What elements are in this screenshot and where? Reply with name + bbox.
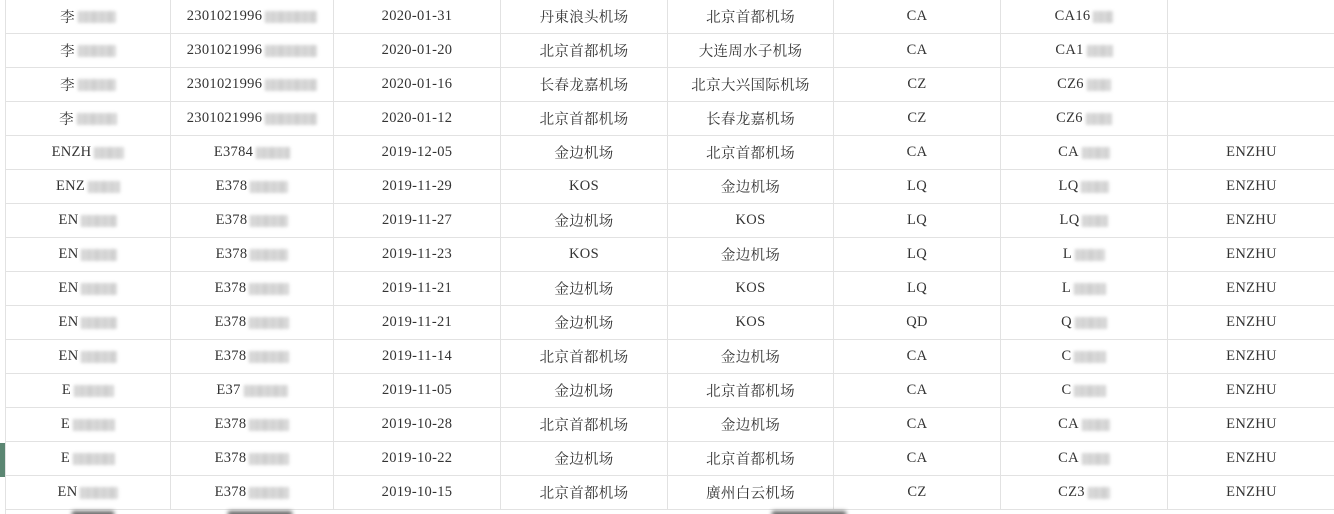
agent-name-cell [1168, 170, 1334, 203]
departure-airport-text: 金边机场 [554, 384, 614, 400]
arrival-airport-cell [668, 34, 834, 67]
document-id-cell [171, 408, 334, 441]
departure-airport-text: 长春龙嘉机场 [539, 78, 629, 94]
flight-number-text: CA [1058, 450, 1079, 466]
agent-name-cell [1168, 408, 1334, 441]
agent-name-cell [1168, 442, 1334, 475]
flight-number-text: L [1061, 280, 1072, 296]
departure-airport-text: 丹東浪头机场 [539, 10, 629, 26]
airline-code-cell [834, 476, 1001, 509]
flight-date-text: 2020-01-31 [381, 8, 453, 24]
airline-code-cell [834, 238, 1001, 271]
flight-date-cell [334, 272, 501, 305]
airline-code-cell [834, 34, 1001, 67]
airline-code-text: CA [906, 382, 928, 398]
table-row[interactable] [6, 238, 1334, 272]
airline-code-cell [834, 408, 1001, 441]
document-id-cell [171, 68, 334, 101]
flight-date-text: 2019-10-15 [381, 484, 453, 500]
passenger-name-cell [6, 34, 171, 67]
document-id-cell [171, 272, 334, 305]
redacted-text [81, 249, 117, 261]
airline-code-text: LQ [907, 178, 927, 194]
agent-name-cell [1168, 340, 1334, 373]
redacted-text [256, 147, 290, 159]
redacted-text [249, 351, 289, 363]
document-id-text: E378 [215, 246, 248, 262]
flight-number-cell [1001, 408, 1168, 441]
redacted-text [1087, 45, 1113, 57]
agent-name-text: ENZHU [1226, 314, 1277, 330]
passenger-name-cell [6, 272, 171, 305]
redacted-text [1082, 453, 1110, 465]
passenger-name-cell [6, 68, 171, 101]
agent-name-text: ENZHU [1226, 178, 1277, 194]
airline-code-text: CA [906, 416, 928, 432]
redacted-text [81, 317, 117, 329]
redacted-text [1081, 181, 1109, 193]
departure-airport-text: 金边机场 [554, 146, 614, 162]
table-row[interactable] [6, 170, 1334, 204]
flight-number-cell [1001, 238, 1168, 271]
redacted-text [1082, 215, 1108, 227]
passenger-name-text: EN [58, 348, 79, 364]
redacted-text [78, 11, 116, 23]
flight-number-cell [1001, 68, 1168, 101]
redacted-text [244, 385, 288, 397]
flight-number-text: L [1062, 246, 1073, 262]
airline-code-cell [834, 68, 1001, 101]
flight-date-cell [334, 102, 501, 135]
flight-date-text: 2019-11-05 [381, 382, 453, 398]
flight-date-cell [334, 136, 501, 169]
flight-date-cell [334, 34, 501, 67]
airline-code-text: LQ [907, 212, 927, 228]
arrival-airport-text: 北京大兴国际机场 [691, 78, 810, 94]
document-id-cell [171, 306, 334, 339]
departure-airport-text: 北京首都机场 [539, 112, 629, 128]
passenger-name-cell [6, 340, 171, 373]
passenger-name-text: 李 [59, 112, 74, 128]
arrival-airport-cell [668, 306, 834, 339]
document-id-text: E37 [216, 382, 241, 398]
table-row[interactable] [6, 0, 1334, 34]
airline-code-cell [834, 340, 1001, 373]
redacted-text [1087, 79, 1111, 91]
airline-code-text: CA [906, 42, 928, 58]
flight-date-text: 2019-10-22 [381, 450, 453, 466]
redacted-text [1082, 419, 1110, 431]
departure-airport-text: 金边机场 [554, 452, 614, 468]
airline-code-cell [834, 0, 1001, 33]
table-row[interactable] [6, 136, 1334, 170]
departure-airport-cell [501, 272, 668, 305]
flight-number-text: CZ6 [1057, 76, 1084, 92]
redacted-text [1075, 249, 1105, 261]
flight-date-text: 2019-12-05 [381, 144, 453, 160]
document-id-cell [171, 476, 334, 509]
passenger-name-text: EN [58, 246, 79, 262]
arrival-airport-text: 北京首都机场 [706, 10, 795, 26]
departure-airport-text: 金边机场 [554, 214, 614, 230]
redacted-text [94, 147, 124, 159]
agent-name-text: ENZHU [1226, 246, 1277, 262]
flight-date-cell [334, 0, 501, 33]
flight-number-cell [1001, 0, 1168, 33]
arrival-airport-cell [668, 204, 834, 237]
redacted-text [1086, 113, 1112, 125]
arrival-airport-text: 廣州白云机场 [706, 486, 795, 502]
redacted-text [1082, 147, 1110, 159]
document-id-cell [171, 238, 334, 271]
passenger-name-text: E [60, 416, 71, 432]
table-row[interactable] [6, 374, 1334, 408]
passenger-name-cell [6, 374, 171, 407]
flight-number-text: C [1061, 348, 1072, 364]
flight-number-cell [1001, 442, 1168, 475]
agent-name-cell [1168, 238, 1334, 271]
document-id-text: 2301021996 [186, 42, 263, 58]
table-row[interactable] [6, 408, 1334, 442]
redacted-text [73, 419, 115, 431]
arrival-airport-text: 北京首都机场 [706, 384, 795, 400]
departure-airport-cell [501, 170, 668, 203]
departure-airport-text: 北京首都机场 [539, 418, 629, 434]
table-row[interactable] [6, 34, 1334, 68]
flight-date-text: 2019-11-29 [381, 178, 453, 194]
redacted-text [81, 215, 117, 227]
redacted-text [249, 453, 289, 465]
passenger-name-text: EN [58, 280, 79, 296]
departure-airport-cell [501, 442, 668, 475]
arrival-airport-cell [668, 476, 834, 509]
arrival-airport-cell [668, 374, 834, 407]
arrival-airport-cell [668, 272, 834, 305]
departure-airport-cell [501, 374, 668, 407]
redacted-text [78, 45, 116, 57]
departure-airport-text: 北京首都机场 [539, 350, 629, 366]
agent-name-cell [1168, 272, 1334, 305]
document-id-text: E378 [215, 178, 248, 194]
table-row[interactable] [6, 102, 1334, 136]
arrival-airport-cell [668, 442, 834, 475]
passenger-name-cell [6, 306, 171, 339]
arrival-airport-text: 长春龙嘉机场 [706, 112, 795, 128]
flight-date-cell [334, 442, 501, 475]
departure-airport-cell [501, 68, 668, 101]
redacted-text [77, 113, 117, 125]
departure-airport-cell [501, 306, 668, 339]
redacted-text [249, 487, 289, 499]
redacted-text [1074, 283, 1106, 295]
redacted-text [250, 215, 288, 227]
passenger-name-cell [6, 476, 171, 509]
flight-date-text: 2019-11-21 [381, 314, 453, 330]
airline-code-text: CA [906, 348, 928, 364]
airline-code-cell [834, 374, 1001, 407]
flight-number-cell [1001, 476, 1168, 509]
redacted-text [265, 113, 317, 125]
agent-name-cell [1168, 476, 1334, 509]
agent-name-cell [1168, 204, 1334, 237]
arrival-airport-cell [668, 340, 834, 373]
flight-date-cell [334, 374, 501, 407]
arrival-airport-cell [668, 68, 834, 101]
flight-number-text: Q [1061, 314, 1072, 330]
table-row[interactable] [6, 306, 1334, 340]
passenger-name-cell [6, 102, 171, 135]
departure-airport-text: 金边机场 [554, 316, 614, 332]
document-id-cell [171, 136, 334, 169]
redacted-text [250, 181, 288, 193]
airline-code-text: CA [906, 144, 928, 160]
passenger-name-text: 李 [60, 44, 75, 60]
document-id-cell [171, 170, 334, 203]
redacted-text [265, 45, 317, 57]
passenger-name-text: 李 [60, 10, 75, 26]
departure-airport-text: KOS [569, 246, 599, 262]
arrival-airport-text: 北京首都机场 [706, 146, 795, 162]
airline-code-text: LQ [907, 280, 927, 296]
flight-number-text: CA16 [1054, 8, 1091, 24]
document-id-text: E378 [214, 314, 247, 330]
table-row[interactable] [6, 204, 1334, 238]
departure-airport-text: 北京首都机场 [539, 44, 629, 60]
redacted-text [88, 181, 120, 193]
departure-airport-cell [501, 204, 668, 237]
arrival-airport-cell [668, 102, 834, 135]
flight-date-text: 2020-01-12 [381, 110, 453, 126]
passenger-name-text: EN [58, 314, 79, 330]
airline-code-text: CZ [907, 76, 927, 92]
arrival-airport-text: 金边机场 [720, 418, 781, 434]
flight-number-text: CA1 [1055, 42, 1084, 58]
flight-number-cell [1001, 204, 1168, 237]
airline-code-text: LQ [907, 246, 927, 262]
flight-date-cell [334, 68, 501, 101]
departure-airport-cell [501, 34, 668, 67]
departure-airport-cell [501, 476, 668, 509]
document-id-cell [171, 374, 334, 407]
passenger-name-cell [6, 0, 171, 33]
flight-number-cell [1001, 34, 1168, 67]
airline-code-text: CA [906, 8, 928, 24]
flight-number-text: C [1061, 382, 1072, 398]
partial-next-row [5, 510, 1334, 514]
document-id-cell [171, 204, 334, 237]
agent-name-cell [1168, 102, 1334, 135]
flight-date-text: 2019-11-21 [381, 280, 453, 296]
departure-airport-cell [501, 136, 668, 169]
flight-date-text: 2020-01-20 [381, 42, 453, 58]
document-id-text: E378 [214, 348, 247, 364]
document-id-text: E3784 [213, 144, 254, 160]
agent-name-cell [1168, 68, 1334, 101]
redacted-text [1074, 385, 1106, 397]
agent-name-cell [1168, 306, 1334, 339]
flight-records-table [5, 0, 1334, 510]
arrival-airport-cell [668, 170, 834, 203]
passenger-name-cell [6, 408, 171, 441]
redacted-text [73, 453, 115, 465]
departure-airport-cell [501, 340, 668, 373]
flight-date-text: 2019-10-28 [381, 416, 453, 432]
departure-airport-cell [501, 408, 668, 441]
arrival-airport-cell [668, 238, 834, 271]
airline-code-cell [834, 136, 1001, 169]
departure-airport-cell [501, 0, 668, 33]
flight-date-cell [334, 408, 501, 441]
document-id-text: E378 [214, 450, 247, 466]
redacted-text [81, 283, 117, 295]
document-id-cell [171, 34, 334, 67]
airline-code-text: CZ [907, 484, 927, 500]
arrival-airport-text: KOS [735, 212, 766, 228]
arrival-airport-cell [668, 136, 834, 169]
document-id-text: E378 [214, 416, 247, 432]
flight-number-text: LQ [1058, 178, 1079, 194]
flight-number-text: CA [1058, 144, 1079, 160]
document-id-cell [171, 442, 334, 475]
table-row[interactable] [6, 272, 1334, 306]
document-id-cell [171, 340, 334, 373]
flight-date-cell [334, 204, 501, 237]
departure-airport-text: KOS [569, 178, 599, 194]
departure-airport-cell [501, 238, 668, 271]
redacted-text [80, 487, 118, 499]
document-id-text: E378 [214, 484, 247, 500]
redacted-text [265, 11, 317, 23]
redacted-text [78, 79, 116, 91]
agent-name-text: ENZHU [1226, 382, 1277, 398]
flight-number-cell [1001, 272, 1168, 305]
arrival-airport-text: 大连周水子机场 [698, 44, 803, 60]
agent-name-text: ENZHU [1226, 484, 1277, 500]
redacted-text [1093, 11, 1113, 23]
table-row[interactable] [6, 68, 1334, 102]
flight-date-text: 2019-11-14 [381, 348, 453, 364]
flight-number-text: LQ [1059, 212, 1080, 228]
agent-name-cell [1168, 136, 1334, 169]
passenger-name-text: 李 [60, 78, 75, 94]
document-id-text: 2301021996 [186, 110, 263, 126]
passenger-name-cell [6, 204, 171, 237]
departure-airport-text: 金边机场 [554, 282, 614, 298]
redacted-text [74, 385, 114, 397]
arrival-airport-text: KOS [735, 314, 766, 330]
airline-code-cell [834, 170, 1001, 203]
redacted-text [265, 79, 317, 91]
document-id-cell [171, 102, 334, 135]
redacted-text [1074, 351, 1106, 363]
flight-date-cell [334, 170, 501, 203]
passenger-name-text: E [60, 450, 71, 466]
arrival-airport-cell [668, 0, 834, 33]
agent-name-cell [1168, 34, 1334, 67]
redacted-text [250, 249, 288, 261]
flight-date-text: 2019-11-27 [381, 212, 453, 228]
passenger-name-cell [6, 170, 171, 203]
departure-airport-cell [501, 102, 668, 135]
redacted-text [249, 317, 289, 329]
airline-code-cell [834, 272, 1001, 305]
flight-number-cell [1001, 306, 1168, 339]
arrival-airport-text: 北京首都机场 [706, 452, 795, 468]
redacted-text [249, 419, 289, 431]
flight-number-cell [1001, 136, 1168, 169]
arrival-airport-text: 金边机场 [720, 350, 781, 366]
flight-date-text: 2019-11-23 [381, 246, 453, 262]
document-id-cell [171, 0, 334, 33]
agent-name-text: ENZHU [1226, 450, 1277, 466]
passenger-name-cell [6, 238, 171, 271]
flight-number-text: CZ3 [1058, 484, 1085, 500]
passenger-name-cell [6, 442, 171, 475]
redacted-text [249, 283, 289, 295]
airline-code-text: CZ [907, 110, 927, 126]
passenger-name-text: ENZH [51, 144, 92, 160]
arrival-airport-text: 金边机场 [720, 180, 781, 196]
table-row[interactable] [6, 476, 1334, 510]
flight-number-text: CA [1058, 416, 1079, 432]
airline-code-cell [834, 442, 1001, 475]
document-id-text: E378 [214, 280, 247, 296]
airline-code-cell [834, 306, 1001, 339]
passenger-name-text: E [61, 382, 72, 398]
passenger-name-text: EN [58, 212, 79, 228]
redacted-text [1088, 487, 1110, 499]
agent-name-text: ENZHU [1226, 416, 1277, 432]
airline-code-text: QD [906, 314, 928, 330]
passenger-name-text: EN [57, 484, 78, 500]
agent-name-cell [1168, 374, 1334, 407]
document-id-text: 2301021996 [186, 76, 263, 92]
redacted-text [1075, 317, 1107, 329]
flight-number-cell [1001, 340, 1168, 373]
redacted-text [81, 351, 117, 363]
document-id-text: 2301021996 [186, 8, 263, 24]
flight-number-cell [1001, 170, 1168, 203]
agent-name-text: ENZHU [1226, 212, 1277, 228]
passenger-name-text: ENZ [55, 178, 86, 194]
flight-number-cell [1001, 374, 1168, 407]
agent-name-text: ENZHU [1226, 144, 1277, 160]
airline-code-cell [834, 102, 1001, 135]
airline-code-text: CA [906, 450, 928, 466]
passenger-name-cell [6, 136, 171, 169]
arrival-airport-text: 金边机场 [720, 248, 781, 264]
arrival-airport-cell [668, 408, 834, 441]
departure-airport-text: 北京首都机场 [539, 486, 629, 502]
table-row[interactable] [6, 442, 1334, 476]
table-row[interactable] [6, 340, 1334, 374]
agent-name-text: ENZHU [1226, 348, 1277, 364]
airline-code-cell [834, 204, 1001, 237]
flight-date-cell [334, 340, 501, 373]
arrival-airport-text: KOS [735, 280, 766, 296]
flight-date-cell [334, 306, 501, 339]
flight-date-cell [334, 238, 501, 271]
flight-number-text: CZ6 [1056, 110, 1083, 126]
flight-date-text: 2020-01-16 [381, 76, 453, 92]
document-id-text: E378 [215, 212, 248, 228]
flight-date-cell [334, 476, 501, 509]
agent-name-text: ENZHU [1226, 280, 1277, 296]
flight-number-cell [1001, 102, 1168, 135]
agent-name-cell [1168, 0, 1334, 33]
